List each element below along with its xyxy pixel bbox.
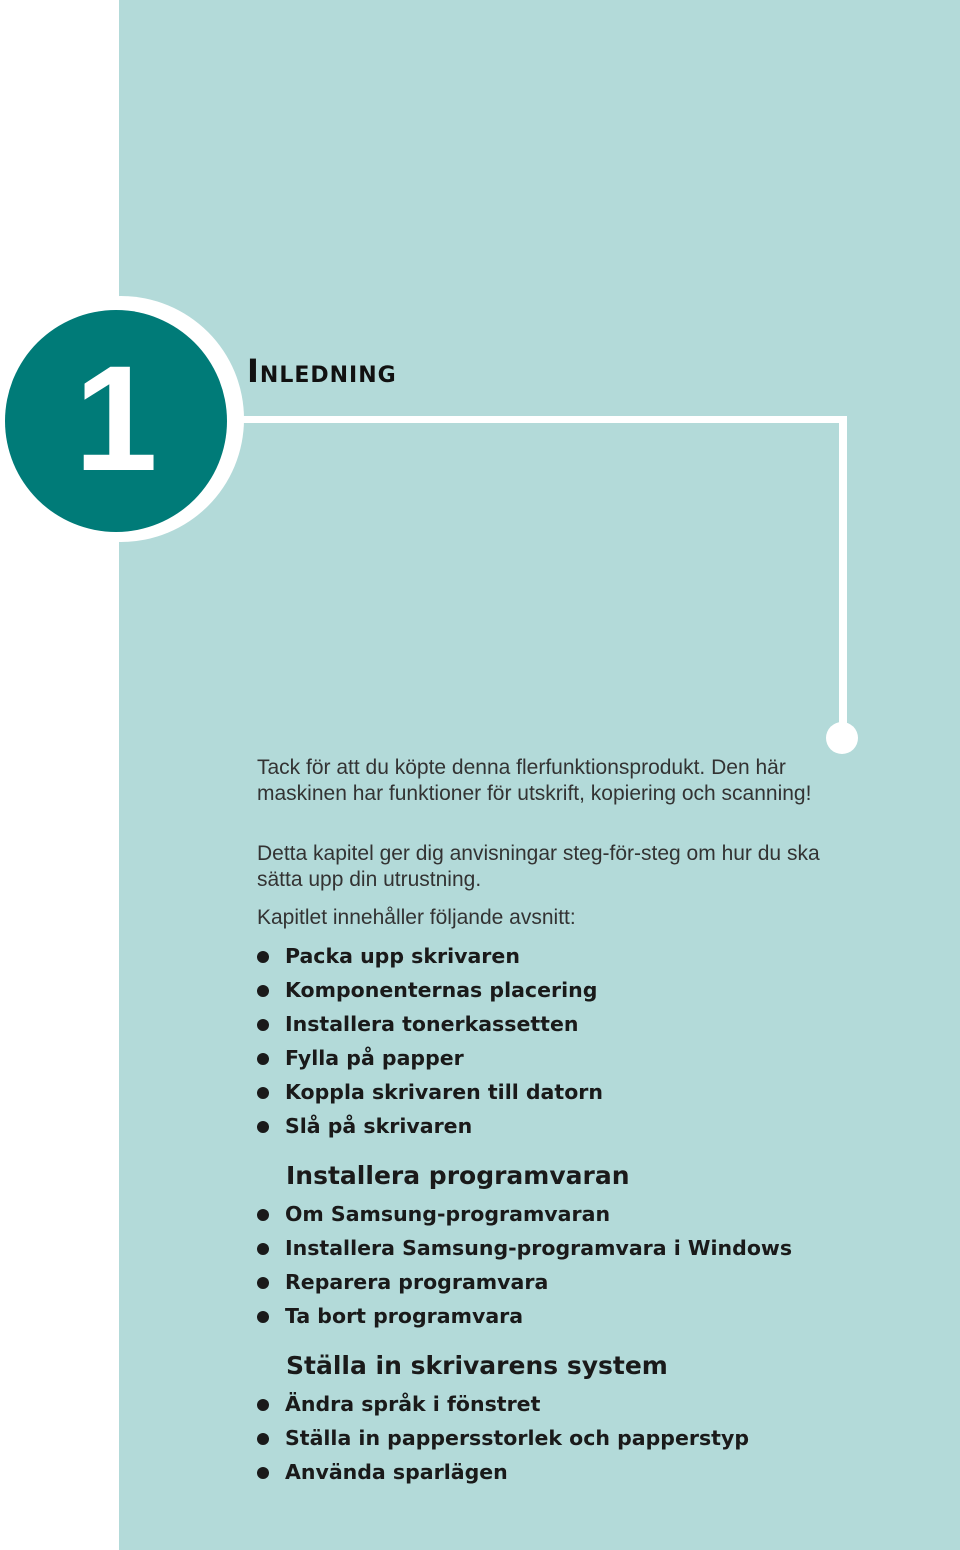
section-list — [257, 1197, 792, 1333]
list-item: Ställa in pappersstorlek och papperstyp — [257, 1421, 749, 1455]
section-heading: Installera programvaran — [286, 1161, 630, 1190]
list-item: Använda sparlägen — [257, 1455, 749, 1489]
intro-paragraph: Tack för att du köpte denna flerfunktionsprodukt. Den här maskinen har funktioner för utskrift, kopiering och scanning! — [257, 756, 812, 805]
list-item: Ändra språk i fönstret — [257, 1387, 749, 1421]
bullet-icon — [257, 1087, 269, 1099]
decorative-line-horizontal — [240, 416, 847, 423]
bullet-icon — [257, 1243, 269, 1255]
intro-paragraph: Detta kapitel ger dig anvisningar steg-för-steg om hur du ska sätta upp din utrustning. — [257, 842, 820, 891]
list-item: Om Samsung-programvaran — [257, 1197, 792, 1231]
list-item: Reparera programvara — [257, 1265, 792, 1299]
section-heading: Ställa in skrivarens system — [286, 1351, 668, 1380]
contents-lead: Kapitlet innehåller följande avsnitt: — [257, 906, 576, 929]
bullet-icon — [257, 1053, 269, 1065]
list-item: Koppla skrivaren till datorn — [257, 1075, 603, 1109]
bullet-icon — [257, 951, 269, 963]
chapter-title: Inledning — [247, 352, 397, 390]
chapter-number: 1 — [74, 334, 158, 502]
list-item: Fylla på papper — [257, 1041, 603, 1075]
bullet-icon — [257, 1121, 269, 1133]
decorative-dot — [826, 722, 858, 754]
list-item: Installera Samsung-programvara i Windows — [257, 1231, 792, 1265]
list-item: Installera tonerkassetten — [257, 1007, 603, 1041]
bullet-icon — [257, 1019, 269, 1031]
list-item: Slå på skrivaren — [257, 1109, 603, 1143]
bullet-icon — [257, 1209, 269, 1221]
bullet-icon — [257, 1311, 269, 1323]
list-item: Ta bort programvara — [257, 1299, 792, 1333]
section-list — [257, 1387, 749, 1489]
decorative-line-vertical — [839, 416, 847, 726]
bullet-icon — [257, 1277, 269, 1289]
bullet-icon — [257, 985, 269, 997]
list-item: Packa upp skrivaren — [257, 939, 603, 973]
bullet-icon — [257, 1467, 269, 1479]
section-list — [257, 939, 603, 1143]
list-item: Komponenternas placering — [257, 973, 603, 1007]
bullet-icon — [257, 1399, 269, 1411]
bullet-icon — [257, 1433, 269, 1445]
chapter-badge — [5, 310, 227, 532]
